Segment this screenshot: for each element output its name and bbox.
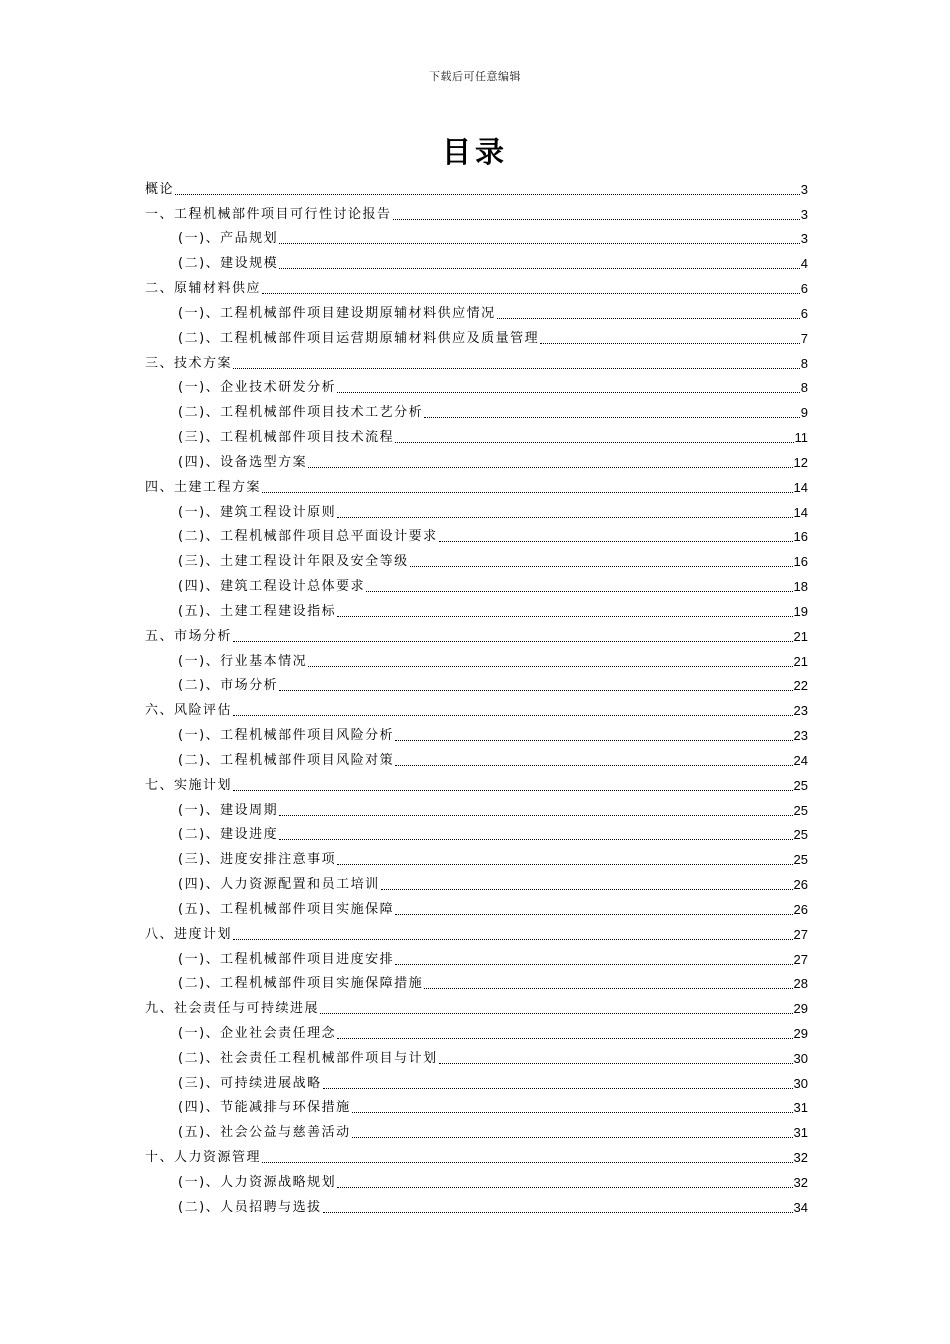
toc-entry-page-number: 29 <box>793 1001 808 1017</box>
toc-entry-label: 一、工程机械部件项目可行性讨论报告 <box>145 206 392 222</box>
toc-entry[interactable] <box>145 1043 808 1068</box>
toc-entry-page-number: 27 <box>793 951 808 967</box>
toc-entry[interactable] <box>145 820 808 845</box>
toc-dot-leader <box>320 1012 793 1014</box>
toc-dot-leader <box>279 242 800 244</box>
toc-entry-label: (二)、工程机械部件项目风险对策 <box>178 752 395 768</box>
toc-entry[interactable] <box>145 695 808 720</box>
toc-dot-leader <box>337 863 792 865</box>
toc-dot-leader <box>233 714 793 716</box>
toc-dot-leader <box>262 491 793 493</box>
toc-entry-label: 七、实施计划 <box>145 777 233 793</box>
toc-dot-leader <box>395 441 793 443</box>
toc-entry-page-number: 14 <box>793 504 808 520</box>
toc-entry[interactable] <box>145 323 808 348</box>
toc-dot-leader <box>352 1136 793 1138</box>
toc-entry-label: (一)、人力资源战略规划 <box>178 1174 337 1190</box>
toc-entry-label: (二)、工程机械部件项目总平面设计要求 <box>178 529 438 545</box>
toc-entry-label: (四)、人力资源配置和员工培训 <box>178 877 380 893</box>
toc-entry-label: 三、技术方案 <box>145 355 233 371</box>
toc-entry-page-number: 31 <box>793 1100 808 1116</box>
header-note: 下载后可任意编辑 <box>429 70 521 83</box>
toc-entry[interactable] <box>145 422 808 447</box>
toc-dot-leader <box>233 367 800 369</box>
toc-entry-label: (三)、进度安排注意事项 <box>178 852 337 868</box>
toc-dot-leader <box>337 391 800 393</box>
toc-entry[interactable] <box>145 546 808 571</box>
toc-entry[interactable] <box>145 273 808 298</box>
toc-entry[interactable] <box>145 795 808 820</box>
toc-entry-page-number: 21 <box>793 653 808 669</box>
toc-entry-label: (一)、建筑工程设计原则 <box>178 504 337 520</box>
toc-entry-page-number: 14 <box>793 479 808 495</box>
toc-dot-leader <box>323 1087 793 1089</box>
toc-entry[interactable] <box>145 522 808 547</box>
toc-entry-label: (一)、行业基本情况 <box>178 653 308 669</box>
toc-dot-leader <box>395 764 792 766</box>
toc-entry-label: (二)、建设规模 <box>178 256 279 272</box>
toc-entry-page-number: 30 <box>793 1075 808 1091</box>
toc-entry[interactable] <box>145 373 808 398</box>
toc-entry-page-number: 21 <box>793 628 808 644</box>
toc-entry-label: 二、原辅材料供应 <box>145 281 262 297</box>
toc-dot-leader <box>439 1062 793 1064</box>
toc-entry-page-number: 19 <box>793 603 808 619</box>
toc-entry[interactable] <box>145 1167 808 1192</box>
toc-entry-page-number: 25 <box>793 827 808 843</box>
toc-entry[interactable] <box>145 745 808 770</box>
toc-dot-leader <box>410 565 793 567</box>
toc-dot-leader <box>279 838 792 840</box>
toc-entry-label: (三)、可持续进展战略 <box>178 1075 322 1091</box>
toc-entry-page-number: 3 <box>800 181 808 197</box>
toc-entry-page-number: 26 <box>793 901 808 917</box>
toc-entry-label: (四)、设备选型方案 <box>178 454 308 470</box>
toc-dot-leader <box>337 516 792 518</box>
toc-entry-page-number: 3 <box>800 206 808 222</box>
toc-dot-leader <box>233 640 793 642</box>
toc-dot-leader <box>233 789 793 791</box>
toc-entry[interactable] <box>145 1093 808 1118</box>
toc-entry-label: (一)、建设周期 <box>178 802 279 818</box>
toc-entry[interactable] <box>145 472 808 497</box>
toc-entry[interactable] <box>145 224 808 249</box>
toc-entry[interactable] <box>145 248 808 273</box>
toc-entry-page-number: 25 <box>793 777 808 793</box>
toc-entry[interactable] <box>145 993 808 1018</box>
toc-entry-label: (二)、工程机械部件项目实施保障措施 <box>178 976 424 992</box>
toc-entry[interactable] <box>145 919 808 944</box>
toc-title: 目录 <box>441 135 508 169</box>
toc-entry-page-number: 6 <box>800 281 808 297</box>
toc-entry-page-number: 7 <box>800 330 808 346</box>
toc-entry-label: (四)、节能减排与环保措施 <box>178 1100 351 1116</box>
toc-dot-leader <box>497 317 800 319</box>
toc-entry-label: (五)、社会公益与慈善活动 <box>178 1125 351 1141</box>
toc-entry[interactable] <box>145 1117 808 1142</box>
toc-entry-page-number: 11 <box>794 430 808 446</box>
toc-entry[interactable] <box>145 671 808 696</box>
toc-entry-label: (二)、工程机械部件项目运营期原辅材料供应及质量管理 <box>178 330 540 346</box>
toc-entry-label: (一)、工程机械部件项目进度安排 <box>178 951 395 967</box>
toc-dot-leader <box>279 689 792 691</box>
toc-entry-page-number: 32 <box>793 1174 808 1190</box>
toc-dot-leader <box>279 814 792 816</box>
toc-entry-label: 五、市场分析 <box>145 628 233 644</box>
toc-entry[interactable] <box>145 174 808 199</box>
toc-entry-page-number: 25 <box>793 802 808 818</box>
toc-entry[interactable] <box>145 1018 808 1043</box>
toc-dot-leader <box>262 1161 793 1163</box>
toc-entry-page-number: 34 <box>793 1199 808 1215</box>
toc-entry[interactable] <box>145 646 808 671</box>
toc-entry[interactable] <box>145 397 808 422</box>
toc-entry-label: (二)、人员招聘与选拔 <box>178 1199 322 1215</box>
toc-entry-label: (五)、工程机械部件项目实施保障 <box>178 901 395 917</box>
toc-entry-page-number: 16 <box>793 529 808 545</box>
toc-entry-page-number: 29 <box>793 1025 808 1041</box>
toc-entry[interactable] <box>145 1068 808 1093</box>
toc-entry-page-number: 23 <box>793 703 808 719</box>
toc-entry[interactable] <box>145 596 808 621</box>
toc-entry[interactable] <box>145 298 808 323</box>
toc-entry[interactable] <box>145 869 808 894</box>
toc-entry[interactable] <box>145 720 808 745</box>
toc-entry[interactable] <box>145 844 808 869</box>
toc-entry-page-number: 6 <box>800 305 808 321</box>
toc-entry-page-number: 16 <box>793 554 808 570</box>
toc-dot-leader <box>323 1211 793 1213</box>
toc-entry-page-number: 26 <box>793 877 808 893</box>
toc-dot-leader <box>337 1037 792 1039</box>
toc-entry-label: (三)、土建工程设计年限及安全等级 <box>178 554 409 570</box>
toc-entry-label: (一)、企业技术研发分析 <box>178 380 337 396</box>
toc-entry-label: 八、进度计划 <box>145 926 233 942</box>
toc-entry-label: (五)、土建工程建设指标 <box>178 603 337 619</box>
toc-entry-page-number: 9 <box>800 405 808 421</box>
toc-dot-leader <box>308 466 792 468</box>
toc-dot-leader <box>424 987 792 989</box>
toc-entry-label: 九、社会责任与可持续进展 <box>145 1001 320 1017</box>
toc-entry-label: (一)、工程机械部件项目建设期原辅材料供应情况 <box>178 305 496 321</box>
toc-entry[interactable] <box>145 621 808 646</box>
toc-entry-page-number: 25 <box>793 852 808 868</box>
toc-dot-leader <box>352 1111 793 1113</box>
toc-entry-page-number: 24 <box>793 752 808 768</box>
toc-entry-label: (二)、建设进度 <box>178 827 279 843</box>
toc-dot-leader <box>395 739 792 741</box>
toc-dot-leader <box>262 292 800 294</box>
toc-entry[interactable] <box>145 497 808 522</box>
toc-entry-label: (二)、市场分析 <box>178 678 279 694</box>
toc-dot-leader <box>308 665 792 667</box>
toc-entry-label: (二)、社会责任工程机械部件项目与计划 <box>178 1050 438 1066</box>
toc-entry-label: (一)、产品规划 <box>178 231 279 247</box>
toc-entry-label: 六、风险评估 <box>145 703 233 719</box>
toc-entry-label: 四、土建工程方案 <box>145 479 262 495</box>
toc-entry-page-number: 28 <box>793 976 808 992</box>
toc-entry[interactable] <box>145 348 808 373</box>
toc-entry[interactable] <box>145 770 808 795</box>
toc-dot-leader <box>439 540 793 542</box>
toc-entry-page-number: 8 <box>800 355 808 371</box>
toc-entry[interactable] <box>145 571 808 596</box>
toc-entry-page-number: 4 <box>800 256 808 272</box>
toc-dot-leader <box>381 888 793 890</box>
toc-dot-leader <box>540 342 800 344</box>
toc-dot-leader <box>424 416 800 418</box>
toc-entry-page-number: 18 <box>793 579 808 595</box>
toc-entry[interactable] <box>145 1192 808 1217</box>
toc-entry-page-number: 12 <box>793 454 808 470</box>
toc-entry-label: 十、人力资源管理 <box>145 1150 262 1166</box>
table-of-contents <box>145 174 808 1217</box>
toc-dot-leader <box>395 963 792 965</box>
toc-dot-leader <box>175 193 800 195</box>
toc-entry-page-number: 30 <box>793 1050 808 1066</box>
toc-entry-page-number: 31 <box>793 1125 808 1141</box>
toc-dot-leader <box>395 913 792 915</box>
toc-dot-leader <box>233 938 793 940</box>
toc-entry-page-number: 32 <box>793 1150 808 1166</box>
toc-entry-label: (一)、企业社会责任理念 <box>178 1025 337 1041</box>
toc-entry-page-number: 3 <box>800 231 808 247</box>
toc-dot-leader <box>337 615 792 617</box>
toc-entry[interactable] <box>145 969 808 994</box>
toc-entry[interactable] <box>145 1142 808 1167</box>
toc-entry-page-number: 8 <box>800 380 808 396</box>
toc-dot-leader <box>279 267 800 269</box>
toc-entry-page-number: 27 <box>793 926 808 942</box>
toc-entry-label: (一)、工程机械部件项目风险分析 <box>178 728 395 744</box>
toc-entry-label: (二)、工程机械部件项目技术工艺分析 <box>178 405 424 421</box>
toc-entry-page-number: 22 <box>793 678 808 694</box>
toc-dot-leader <box>366 590 792 592</box>
toc-dot-leader <box>393 218 800 220</box>
toc-entry[interactable] <box>145 944 808 969</box>
toc-dot-leader <box>337 1186 792 1188</box>
toc-entry-page-number: 23 <box>793 728 808 744</box>
toc-entry-label: (三)、工程机械部件项目技术流程 <box>178 430 395 446</box>
toc-entry[interactable] <box>145 199 808 224</box>
toc-entry[interactable] <box>145 447 808 472</box>
toc-entry[interactable] <box>145 894 808 919</box>
toc-entry-label: (四)、建筑工程设计总体要求 <box>178 579 366 595</box>
toc-entry-label: 概论 <box>145 181 175 197</box>
